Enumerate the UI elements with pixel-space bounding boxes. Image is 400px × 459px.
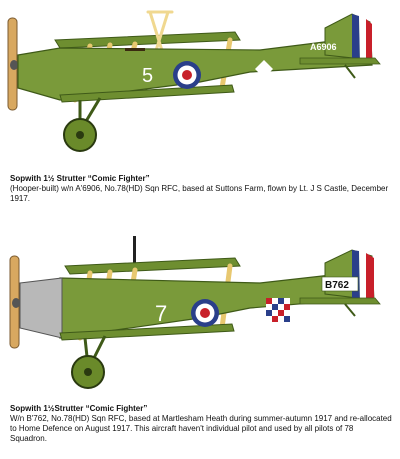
caption-aircraft-2 [10,404,392,444]
tailplane [300,298,380,304]
machine-gun-icon [133,236,136,264]
caption-description: W/n B'762, No.78(HD) Sqn RFC, based at Martlesham Heath during summer-autumn 1917 and re-allocated to Home Defence on August 1917. This aircraft haven't individual pilot and used by all pilots of 78 Squadron. [10,414,392,443]
tail-serial: B762 [325,280,349,291]
caption-aircraft-1 [10,174,392,204]
rudder-stripes [352,250,374,302]
caption-description: (Hooper-built) w/n A'6906, No.78(HD) Sqn RFC, based at Suttons Farm, flown by Lt. J S Castle, December 1917. [10,184,389,203]
caption-title: Sopwith 1½ Strutter “Comic Fighter” [10,174,150,183]
roundel-icon [173,61,201,89]
fuselage-number: 7 [155,301,168,326]
roundel-icon [191,299,219,327]
cockpit [125,48,145,51]
spinner-icon [10,60,18,70]
aircraft-profile-2 [0,228,400,398]
wheel-icon [72,356,104,388]
upper-wing [55,32,240,48]
cowling [20,278,62,338]
spinner-icon [12,298,20,308]
tail-skid [345,65,355,78]
tail-serial: A6906 [310,42,337,52]
tailplane [300,58,380,64]
caption-title: Sopwith 1½Strutter “Comic Fighter” [10,404,148,413]
checker-marking-icon [266,298,290,322]
sopwith-a6906-illustration [0,0,400,175]
wheel-icon [64,119,96,151]
sopwith-b762-illustration [0,228,400,398]
aircraft-profile-1 [0,0,400,175]
tail-skid [345,304,355,316]
fuselage-number: 5 [142,65,154,87]
